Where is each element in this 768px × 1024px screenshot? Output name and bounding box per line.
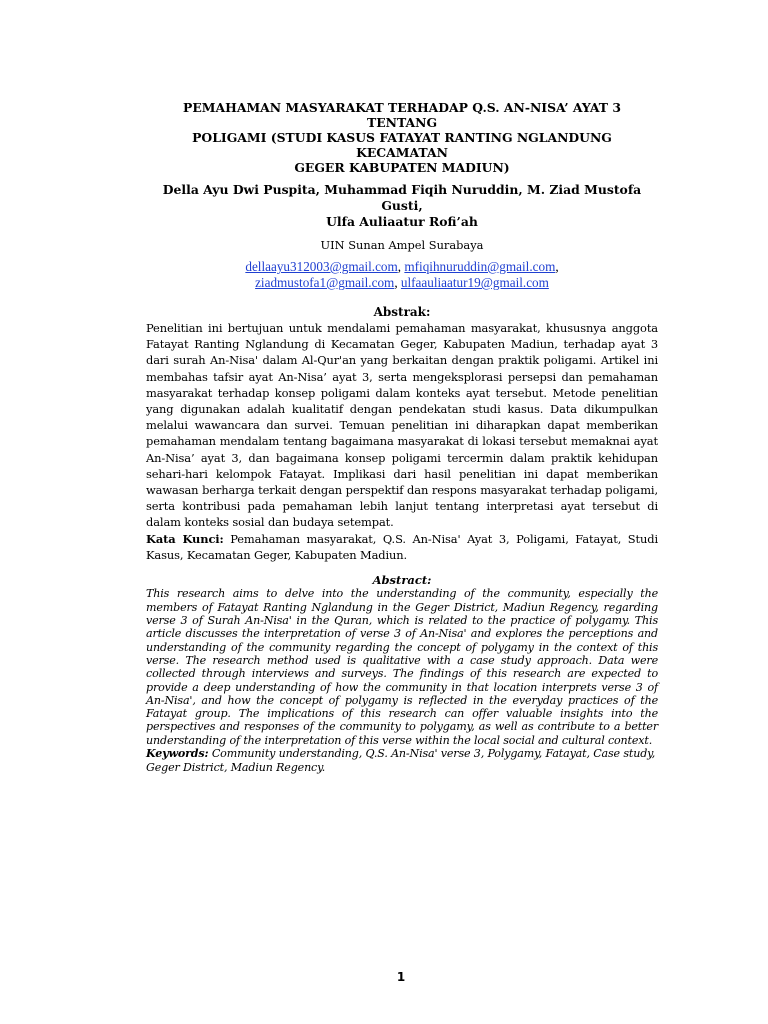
abstrak-body: Penelitian ini bertujuan untuk mendalami pemahaman masyarakat, khususnya anggota Fatayat Ranting Nglandung di Kecamatan Geger, Kabupaten Madiun, terhadap ayat 3 dari surah An-Nisa' dalam Al-Qur'an yang berkaitan dengan praktik poligami. Artikel ini membahas tafsir ayat An-Nisa’ ayat 3, serta mengeksplorasi persepsi dan pemahaman masyarakat terhadap konsep poligami dalam konteks ayat tersebut. Metode penelitian yang digunakan adalah kualitatif dengan pendekatan studi kasus. Data dikumpulkan melalui wawancara dan survei. Temuan penelitian ini diharapkan dapat memberikan pemahaman mendalam tentang bagaimana masyarakat di lokasi tersebut memaknai ayat An-Nisa’ ayat 3, dan bagaimana konsep poligami tercermin dalam praktik kehidupan sehari-hari kelompok Fatayat. Implikasi dari hasil penelitian ini dapat memberikan wawasan berharga terkait dengan perspektif dan respons masyarakat terhadap poligami, serta kontribusi pada pemahaman lebih lanjut tentang interpretasi ayat tersebut di dalam konteks sosial dan budaya setempat.: [146, 321, 658, 530]
kata-kunci: [146, 531, 658, 564]
title-line-3: GEGER KABUPATEN MADIUN): [294, 160, 510, 175]
abstract-heading: Abstract:: [372, 573, 432, 588]
page-number: 1: [396, 970, 406, 984]
email-separator: ,: [555, 259, 559, 274]
authors-line-1: Della Ayu Dwi Puspita, Muhammad Fiqih Nuruddin, M. Ziad Mustofa Gusti,: [162, 182, 642, 213]
paper-title: [146, 100, 658, 175]
paper-page: [146, 100, 658, 774]
email-link-4[interactable]: ulfaauliaatur19@gmail.com: [400, 275, 549, 290]
abstract-body: This research aims to delve into the understanding of the community, especially the members of Fatayat Ranting Nglandung in the Geger District, Madiun Regency, regarding verse 3 of Surah An-Nisa' in the Quran, which is related to the practice of polygamy. This article discusses the interpretation of verse 3 of An-Nisa' and explores the perceptions and understanding of the community regarding the concept of polygamy in the context of this verse. The research method used is qualitative with a case study approach. Data were collected through interviews and surveys. The findings of this research are expected to provide a deep understanding of how the community in that location interprets verse 3 of An-Nisa', and how the concept of polygamy is reflected in the everyday practices of the Fatayat group. The implications of this research can offer valuable insights into the perspectives and responses of the community to polygamy, as well as contribute to a better understanding of the interpretation of this verse within the local social and cultural context.: [146, 587, 658, 747]
email-link-1[interactable]: dellaayu312003@gmail.com: [245, 259, 398, 274]
email-link-2[interactable]: mfiqihnuruddin@gmail.com: [404, 259, 556, 274]
title-line-2: POLIGAMI (STUDI KASUS FATAYAT RANTING NGLANDUNG KECAMATAN: [192, 130, 612, 160]
kata-kunci-label: Kata Kunci:: [146, 531, 224, 546]
keywords: [146, 747, 658, 774]
authors-line-2: Ulfa Auliaatur Rofi’ah: [326, 214, 478, 229]
email-separator: ,: [397, 259, 405, 274]
affiliation: UIN Sunan Ampel Surabaya: [320, 238, 484, 252]
keywords-label: Keywords:: [146, 747, 209, 761]
title-line-1: PEMAHAMAN MASYARAKAT TERHADAP Q.S. AN-NISA’ AYAT 3 TENTANG: [183, 100, 621, 130]
author-list: [146, 182, 658, 230]
abstrak-heading: Abstrak:: [373, 305, 431, 319]
keywords-text: Community understanding, Q.S. An-Nisa' verse 3, Polygamy, Fatayat, Case study, Geger District, Madiun Regency.: [146, 747, 656, 774]
email-list: [146, 259, 658, 291]
kata-kunci-text: Pemahaman masyarakat, Q.S. An-Nisa' Ayat 3, Poligami, Fatayat, Studi Kasus, Kecamatan Geger, Kabupaten Madiun.: [146, 531, 658, 563]
email-separator: ,: [394, 275, 401, 290]
email-link-3[interactable]: ziadmustofa1@gmail.com: [255, 275, 395, 290]
